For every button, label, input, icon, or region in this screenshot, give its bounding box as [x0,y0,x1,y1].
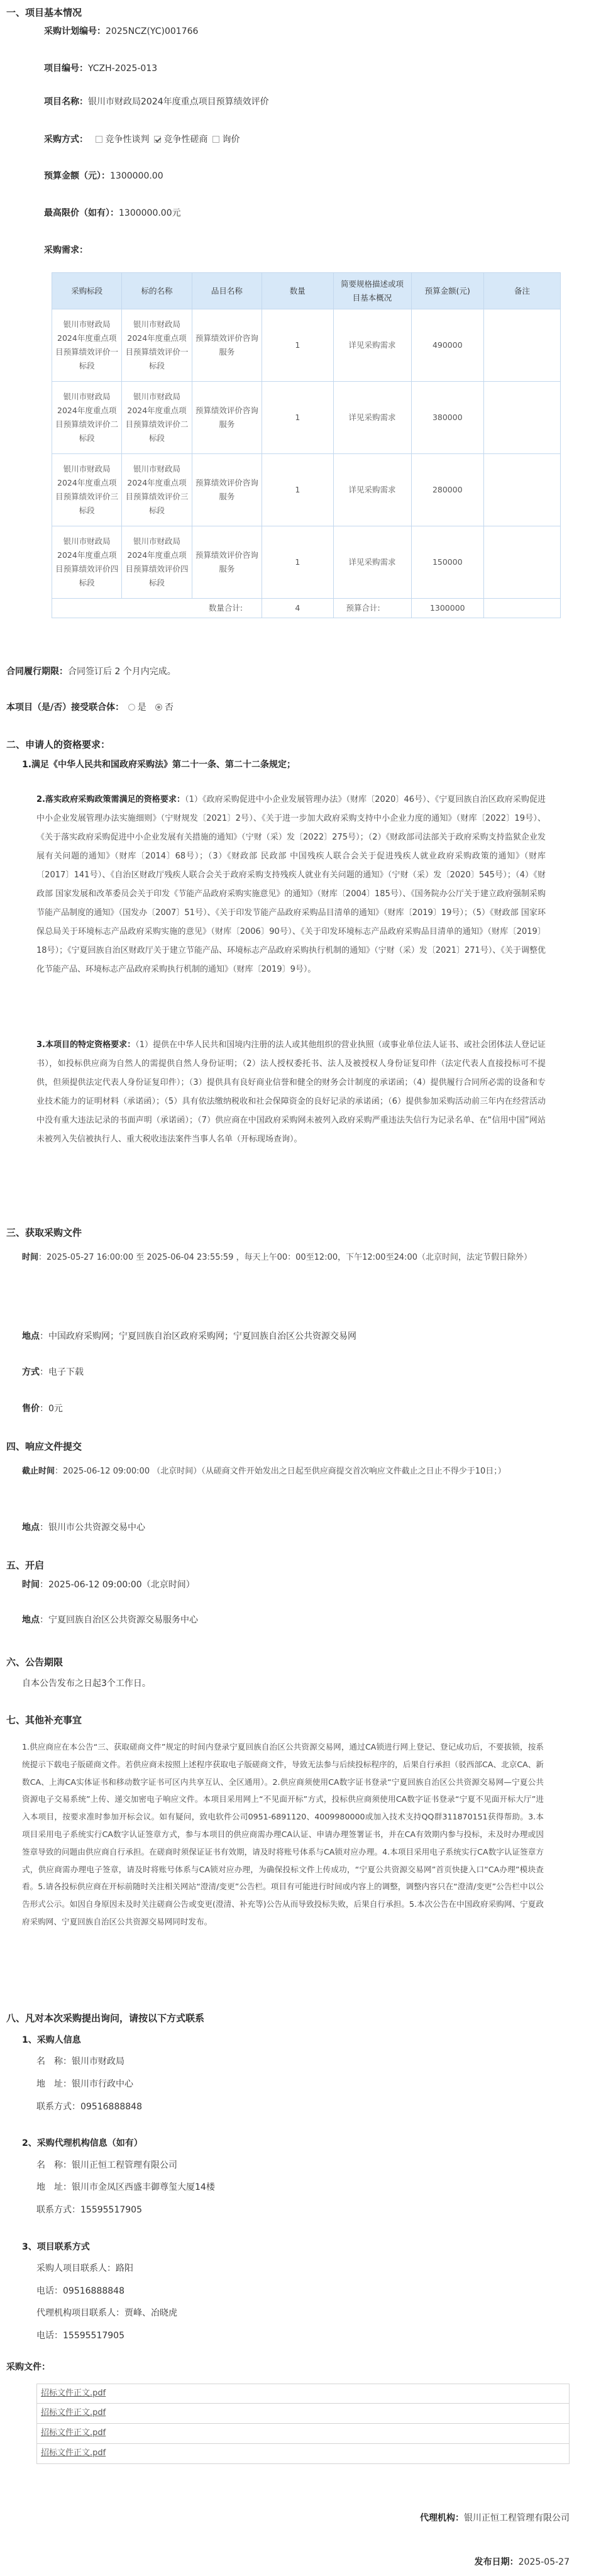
qualification-item-2 [36,791,546,979]
submission-place-label: 地点 [22,1523,40,1533]
project-number-label: 项目编号： [44,64,88,74]
supplementary-text: 1.供应商应在本公告“三、获取磋商文件”规定的时间内登录宁夏回族自治区公共资源交易网，通过CA锁进行网上登记、登记成功后，不要拔锁，按系统提示下载电子版磋商文件。若供应商未按照上述程序获取电子版磋商文件，导致无法参与后续投标程序的，后果自行承担（驳西部CA、北京CA、新数CA、上海CA实体证书和移动数字证书可区内共享互认、全区通用）。2.供应商须使用CA数字证书登录“宁夏回族自治区公共资源交易网—宁夏公共资源电子交易系统”上传、递交加密电子响应文件。本项目采用网上“不见面开标”方式，投标供应商须使用CA数字证书登录“宁夏不见面开标大厅”进入本项目，按要求准时参加开标会议。如有疑问，致电软件公司0951-6891120、4009980000或加入技术支持QQ群311870151获得帮助。3.本项目采用电子系统实行CA数字认证签章方式，参与本项目的供应商需办理CA认证、申请办理签署证书，并在CA有效期内参与投标，未及时办理或因签章导致的问题由供应商自行承担。在磋商时须保证证书有效期，请及时将账号体系与CA锁对应办理。4.本项目采用电子系统实行CA数字认证签章方式，供应商需办理电子签章，请及时将账号体系与CA锁对应办理，为确保投标文件上传成功，“宁夏公共资源交易网”首页快捷入口“CA办理”模块查看。5.请各投标供应商在开标前随时关注相关网站“澄清/变更”公告栏。项目有可能进行时间或内容上的调整，调整内容只在“澄清/变更”公告栏中以公告形式公示。如因自身原因未及时关注磋商公告或变更(澄清、补充等)公告从而导致投标失败，后果自行承担。5.本次公告在中国政府采购网、宁夏政府采购网、宁夏回族自治区公共资源交易网同时发布。 [22,1742,544,1926]
table-cell: 预算绩效评价咨询服务 [192,309,262,382]
total-qty-label: 数量合计: [52,599,262,618]
opening-time-label: 时间 [22,1580,40,1590]
table-total-row [52,599,561,618]
obtain-price-label: 售价 [22,1404,40,1414]
section-title-supplementary: 七、其他补充事宜 [6,1714,82,1726]
file-link[interactable]: 招标文件正文.pdf [36,2444,570,2464]
table-header: 预算金额(元) [411,273,484,309]
procurement-method-options [91,135,240,145]
procurement-method-row [44,133,606,146]
agency-name-value: 银川正恒工程管理有限公司 [72,2160,177,2170]
purchaser-info-title: 1、采购人信息 [22,2035,81,2045]
footer-agency-row [420,2511,570,2524]
requirements-table-body [52,309,561,599]
consortium-no-label: 否 [165,702,174,713]
table-cell: 银川市财政局2024年度重点项目预算绩效评价四标段 [122,526,192,599]
contract-period-row [6,665,606,678]
table-row [52,382,561,454]
table-cell: 银川市财政局2024年度重点项目预算绩效评价三标段 [52,454,122,526]
method-checkbox[interactable] [154,136,161,143]
requirements-label: 采购需求： [44,245,88,255]
agency-address-row [36,2181,606,2194]
opening-place-label: 地点 [22,1615,40,1625]
table-cell: 银川市财政局2024年度重点项目预算绩效评价一标段 [122,309,192,382]
table-header: 简要规格描述或项目基本概况 [333,273,411,309]
table-row [52,454,561,526]
table-cell: 银川市财政局2024年度重点项目预算绩效评价三标段 [122,454,192,526]
max-price-label: 最高限价（如有）： [44,208,119,218]
purchaser-name-label: 名 称： [36,2057,72,2067]
table-cell: 1 [262,309,333,382]
consortium-row [6,701,606,714]
footer-date-value: 2025-05-27 [518,2557,570,2567]
agency-phone-row [36,2204,606,2216]
table-cell: 1 [262,526,333,599]
qualification-item-2-text: （1）《政府采购促进中小企业发展管理办法》（财库〔2020〕46号）、《宁夏回族自治区政府采购促进中小企业发展管理办法实施细则》（宁财规发〔2021〕2号）、《关于进一步加大政府采购支持中小企业力度的通知》（财库〔2022〕19号）、《关于落实政府采购促进中小企业发展有关措施的通知》（宁财（采）发〔2022〕275号）；（2）《财政部司法部关于政府采购支持监狱企业发展有关问题的通知》（财库〔2014〕68号）；（3）《财政部 民政部 中国残疾人联合会关于促进残疾人就业政府采购政策的通知》（财库〔2017〕141号）、《自治区财政厅残疾人联合会关于政府采购支持残疾人就业有关问题的通知》（宁财（采）发〔2020〕545号）；（4）《财政部 国家发展和改革委员会关于印发《节能产品政府采购实施意见》的通知》（财库〔2004〕185号）、《国务院办公厅关于建立政府强制采购节能产品制度的通知》（国发办〔2007〕51号）、《关于印发节能产品政府采购品目清单的通知》（财库〔2019〕19号）；（5）《财政部 国家环保总局关于环境标志产品政府采购实施的意见》（财库〔2006〕90号）、《关于印发环境标志产品政府采购品目清单的通知》（财库〔2019〕18号）；《宁夏回族自治区财政厅关于建立节能产品、环境标志产品政府采购执行机制的通知》（宁财（采）发〔2021〕271号）、《关于调整优化节能产品、环境标志产品政府采购执行机制的通知》（财库〔2019〕9号）。 [36,795,546,974]
max-price-row [44,207,606,219]
total-budget-value: 1300000 [411,599,484,618]
obtain-way-value: 电子下载 [48,1367,84,1377]
table-cell: 预算绩效评价咨询服务 [192,526,262,599]
section-title-submission: 四、响应文件提交 [6,1441,82,1452]
purchaser-phone-value: 09516888848 [80,2102,142,2112]
procurement-method-label: 采购方式： [44,135,88,145]
project-number-value: YCZH-2025-013 [88,64,158,74]
consortium-label: 本项目（是/否）接受联合体： [6,702,124,713]
purchaser-contact-row [36,2262,606,2275]
section-title-notice-period: 六、公告期限 [6,1657,63,1668]
table-cell [484,382,561,454]
submission-deadline-value: 2025-06-12 09:00:00 （北京时间）（从磋商文件开始发出之日起至供应商提交首次响应文件截止之日止不得少于10日；） [63,1467,506,1476]
budget-label: 预算金额（元）： [44,171,110,181]
table-cell: 详见采购需求 [333,309,411,382]
section-title-basic-info: 一、项目基本情况 [6,7,82,18]
table-cell: 1 [262,454,333,526]
max-price-value: 1300000.00元 [119,208,181,218]
qualification-item-3 [36,1036,546,1149]
total-budget-label: 预算合计: [333,599,411,618]
footer-agency-label: 代理机构： [420,2513,464,2523]
contract-period-label: 合同履行期限： [6,667,68,677]
opening-place-row: 地点：宁夏回族自治区公共资源交易服务中心 [22,1615,198,1625]
table-row [52,309,561,382]
table-cell: 详见采购需求 [333,454,411,526]
purchaser-contact-phone-row [36,2285,606,2297]
budget-value: 1300000.00 [110,171,163,181]
file-link[interactable]: 招标文件正文.pdf [36,2404,570,2424]
agency-contact-phone-label: 电话： [36,2331,63,2341]
method-option-label: 询价 [222,135,240,145]
budget-row [44,170,606,182]
qualification-item-2-lead: 2.落实政府采购政策需满足的资格要求： [36,795,185,804]
method-checkbox[interactable] [212,136,219,143]
qualification-item-3-text: （1）提供在中华人民共和国境内注册的法人或其他组织的营业执照（或事业单位法人证书、或社会团体法人登记证书），如投标供应商为自然人的需提供自然人身份证明；（2）法人授权委托书、法人及被授权人身份证复印件（法定代表人直接投标可不提供，但须提供法定代表人身份证复印件）；（3）提供具有良好商业信誉和健全的财务会计制度的承诺函；（4）提供履行合同所必需的设备和专业技术能力的证明材料（承诺函）；（5）具有依法缴纳税收和社会保障资金的良好记录的承诺函；（6）提供参加采购活动前三年内在经营活动中没有重大违法记录的书面声明（承诺函）；（7）供应商在中国政府采购网未被列入政府采购严重违法失信行为记录名单、在“信用中国”网站未被列入失信被执行人、重大税收违法案件当事人名单（开标现场查询）。 [36,1040,546,1144]
plan-number-value: 2025NCZ(YC)001766 [106,26,199,36]
footer-agency-value: 银川正恒工程管理有限公司 [464,2513,570,2523]
agency-contact-phone-value: 15595517905 [63,2331,124,2341]
project-name-label: 项目名称： [44,97,88,107]
agency-phone-value: 15595517905 [80,2205,142,2215]
table-cell: 详见采购需求 [333,382,411,454]
total-qty-value: 4 [262,599,333,618]
opening-time-value: 2025-06-12 09:00:00（北京时间） [48,1580,195,1590]
agency-name-row [36,2159,606,2172]
table-cell: 银川市财政局2024年度重点项目预算绩效评价一标段 [52,309,122,382]
project-number-row [44,62,606,75]
plan-number-row [44,25,606,38]
method-option-label: 竞争性磋商 [163,135,208,145]
agency-contact-row [36,2307,606,2319]
table-header-row [52,273,561,309]
table-cell: 380000 [411,382,484,454]
opening-place-value: 宁夏回族自治区公共资源交易服务中心 [48,1615,198,1625]
purchaser-contact-phone-label: 电话： [36,2286,63,2296]
obtain-way-row: 方式：电子下载 [22,1367,84,1377]
qualification-item-3-lead: 3.本项目的特定资格要求： [36,1040,136,1050]
footer-date-row [475,2555,570,2568]
file-link[interactable]: 招标文件正文.pdf [36,2424,570,2444]
purchaser-contact-phone-value: 09516888848 [63,2286,124,2296]
obtain-price-value: 0元 [48,1404,63,1414]
submission-deadline-row: 截止时间：2025-06-12 09:00:00 （北京时间）（从磋商文件开始发出之日起至供应商提交首次响应文件截止之日止不得少于10日；） [22,1467,506,1476]
purchaser-phone-row [36,2101,606,2113]
agency-contact-phone-row [36,2329,606,2342]
submission-place-row: 地点：银川市公共资源交易中心 [22,1523,145,1533]
qualification-item-1: 1.满足《中华人民共和国政府采购法》第二十一条、第二十二条规定； [22,760,296,770]
table-cell: 1 [262,382,333,454]
table-cell: 预算绩效评价咨询服务 [192,382,262,454]
notice-period-text: 自本公告发布之日起3个工作日。 [22,1679,151,1689]
table-header: 数量 [262,273,333,309]
section-title-obtain-documents: 三、获取采购文件 [6,1227,82,1238]
plan-number-label: 采购计划编号： [44,26,106,36]
obtain-time-row: 时间：2025-05-27 16:00:00 至 2025-06-04 23:55:59 ，每天上午00：00至12:00，下午12:00至24:00（北京时间，法定节假日除外） [22,1253,532,1262]
table-header: 采购标段 [52,273,122,309]
consortium-no-radio[interactable] [155,704,162,711]
table-cell [484,454,561,526]
agency-address-value: 银川市金凤区西盛丰御尊玺大厦14楼 [72,2182,215,2192]
submission-place-value: 银川市公共资源交易中心 [48,1523,145,1533]
purchaser-address-row [36,2078,606,2090]
requirements-table [52,272,561,618]
obtain-place-value: 中国政府采购网；宁夏回族自治区政府采购网；宁夏回族自治区公共资源交易网 [48,1331,356,1341]
obtain-price-row: 售价：0元 [22,1404,63,1414]
purchaser-address-value: 银川市行政中心 [72,2079,133,2089]
table-cell [484,309,561,382]
table-cell: 预算绩效评价咨询服务 [192,454,262,526]
table-cell: 280000 [411,454,484,526]
obtain-time-value: 2025-05-27 16:00:00 至 2025-06-04 23:55:59 ，每天上午00：00至12:00，下午12:00至24:00（北京时间，法定节假日除外） [47,1253,532,1262]
table-header: 标的名称 [122,273,192,309]
consortium-yes-label: 是 [137,702,146,713]
agency-contact-value: 贾峰、冶晓虎 [124,2308,177,2318]
table-cell: 银川市财政局2024年度重点项目预算绩效评价四标段 [52,526,122,599]
purchaser-contact-value: 路阳 [116,2263,133,2273]
files-title: 采购文件： [6,2362,50,2372]
file-list [36,2384,570,2464]
obtain-place-label: 地点 [22,1331,40,1341]
table-cell: 150000 [411,526,484,599]
obtain-time-label: 时间 [22,1253,39,1262]
agency-phone-label: 联系方式： [36,2205,80,2215]
agency-address-label: 地 址： [36,2182,72,2192]
project-name-value: 银川市财政局2024年度重点项目预算绩效评价 [88,97,269,107]
purchaser-contact-label: 采购人项目联系人： [36,2263,116,2273]
obtain-place-row: 地点：中国政府采购网；宁夏回族自治区政府采购网；宁夏回族自治区公共资源交易网 [22,1331,356,1341]
opening-time-row: 时间：2025-06-12 09:00:00（北京时间） [22,1580,195,1590]
total-remark [484,599,561,618]
table-cell [484,526,561,599]
project-name-row [44,96,606,108]
purchaser-phone-label: 联系方式： [36,2102,80,2112]
footer-date-label: 发布日期： [474,2557,519,2567]
purchaser-address-label: 地 址： [36,2079,72,2089]
agency-info-title: 2、采购代理机构信息（如有） [22,2138,143,2148]
purchaser-name-value: 银川市财政局 [72,2057,124,2067]
agency-name-label: 名 称： [36,2160,72,2170]
method-checkbox[interactable] [96,136,102,143]
obtain-way-label: 方式 [22,1367,40,1377]
submission-deadline-label: 截止时间 [22,1467,55,1476]
table-cell: 490000 [411,309,484,382]
section-title-qualifications: 二、申请人的资格要求： [6,739,111,750]
agency-contact-label: 代理机构项目联系人： [36,2308,124,2318]
file-link[interactable]: 招标文件正文.pdf [36,2384,570,2404]
section-title-contacts: 八、凡对本次采购提出询问，请按以下方式联系 [6,2012,205,2024]
table-header: 品目名称 [192,273,262,309]
purchaser-name-row [36,2055,606,2068]
project-contact-title: 3、项目联系方式 [22,2242,90,2252]
table-cell: 详见采购需求 [333,526,411,599]
table-row [52,526,561,599]
table-cell: 银川市财政局2024年度重点项目预算绩效评价二标段 [52,382,122,454]
table-header: 备注 [484,273,561,309]
contract-period-value: 合同签订后 2 个月内完成。 [68,667,176,677]
method-option-label: 竞争性谈判 [105,135,150,145]
consortium-yes-radio[interactable] [128,704,135,711]
section-title-opening: 五、开启 [6,1560,45,1571]
table-cell: 银川市财政局2024年度重点项目预算绩效评价二标段 [122,382,192,454]
